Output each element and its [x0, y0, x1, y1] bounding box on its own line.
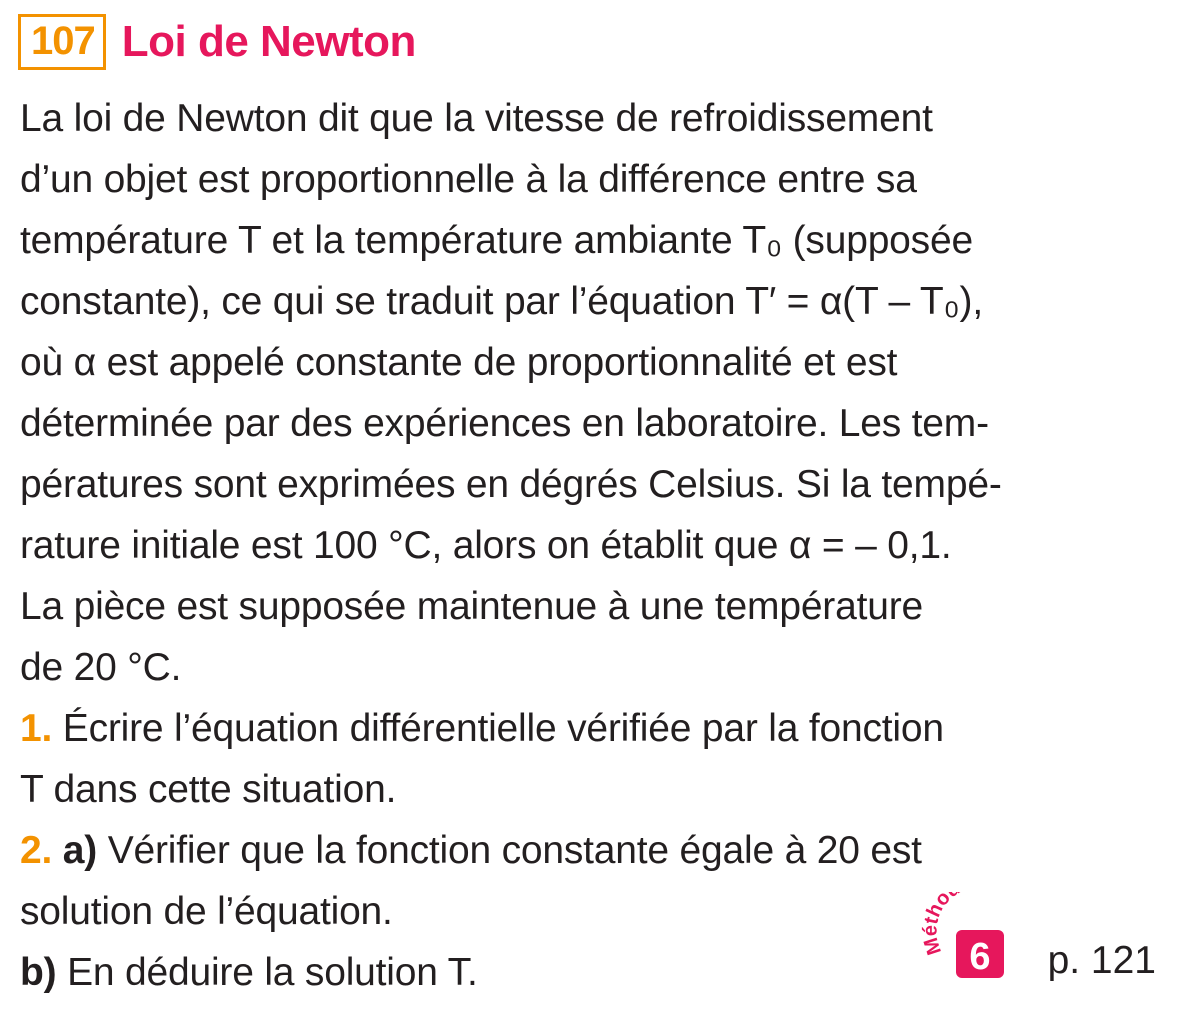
question-1-number: 1.	[20, 707, 53, 750]
exercise-title: Loi de Newton	[121, 17, 416, 66]
methode-badge-svg	[920, 892, 1024, 984]
paragraph-line: La pièce est supposée maintenue à une température	[20, 585, 923, 628]
paragraph-line: de 20 °C.	[20, 646, 182, 689]
paragraph-line: La loi de Newton dit que la vitesse de refroidissement	[20, 97, 933, 140]
exercise-body	[20, 88, 1156, 1003]
question-2a-label: a)	[62, 829, 98, 872]
exercise-header	[18, 14, 416, 70]
paragraph-line: température T et la température ambiante T₀ (supposée	[20, 219, 973, 262]
methode-badge-icon[interactable]	[920, 892, 1024, 984]
paragraph-line: d’un objet est proportionnelle à la différence entre sa	[20, 158, 917, 201]
paragraph-line: pératures sont exprimées en dégrés Celsius. Si la tempé-	[20, 463, 1002, 506]
question-2a	[20, 820, 1156, 881]
question-2-number: 2.	[20, 829, 53, 872]
methode-page-reference[interactable]: p. 121	[1047, 939, 1156, 982]
paragraph-line: rature initiale est 100 °C, alors on établit que α = – 0,1.	[20, 524, 952, 567]
question-2b-label: b)	[20, 951, 57, 994]
question-2a-text: Vérifier que la fonction constante égale à 20 est	[107, 829, 922, 872]
paragraph-line: où α est appelé constante de proportionnalité et est	[20, 341, 898, 384]
paragraph-line: déterminée par des expériences en laboratoire. Les tem-	[20, 402, 989, 445]
question-2b-text: En déduire la solution T.	[67, 951, 478, 994]
question-1-continuation: T dans cette situation.	[20, 768, 397, 811]
methode-label: Métho	[920, 892, 955, 958]
exercise-number: 107	[18, 14, 106, 70]
paragraph-line: constante), ce qui se traduit par l’équation T′ = α(T – T₀),	[20, 280, 983, 323]
methode-number: 6	[969, 936, 991, 978]
question-1	[20, 698, 1156, 759]
question-1-text: Écrire l’équation différentielle vérifiée par la fonction	[62, 707, 944, 750]
question-2a-continuation: solution de l’équation.	[20, 890, 393, 933]
